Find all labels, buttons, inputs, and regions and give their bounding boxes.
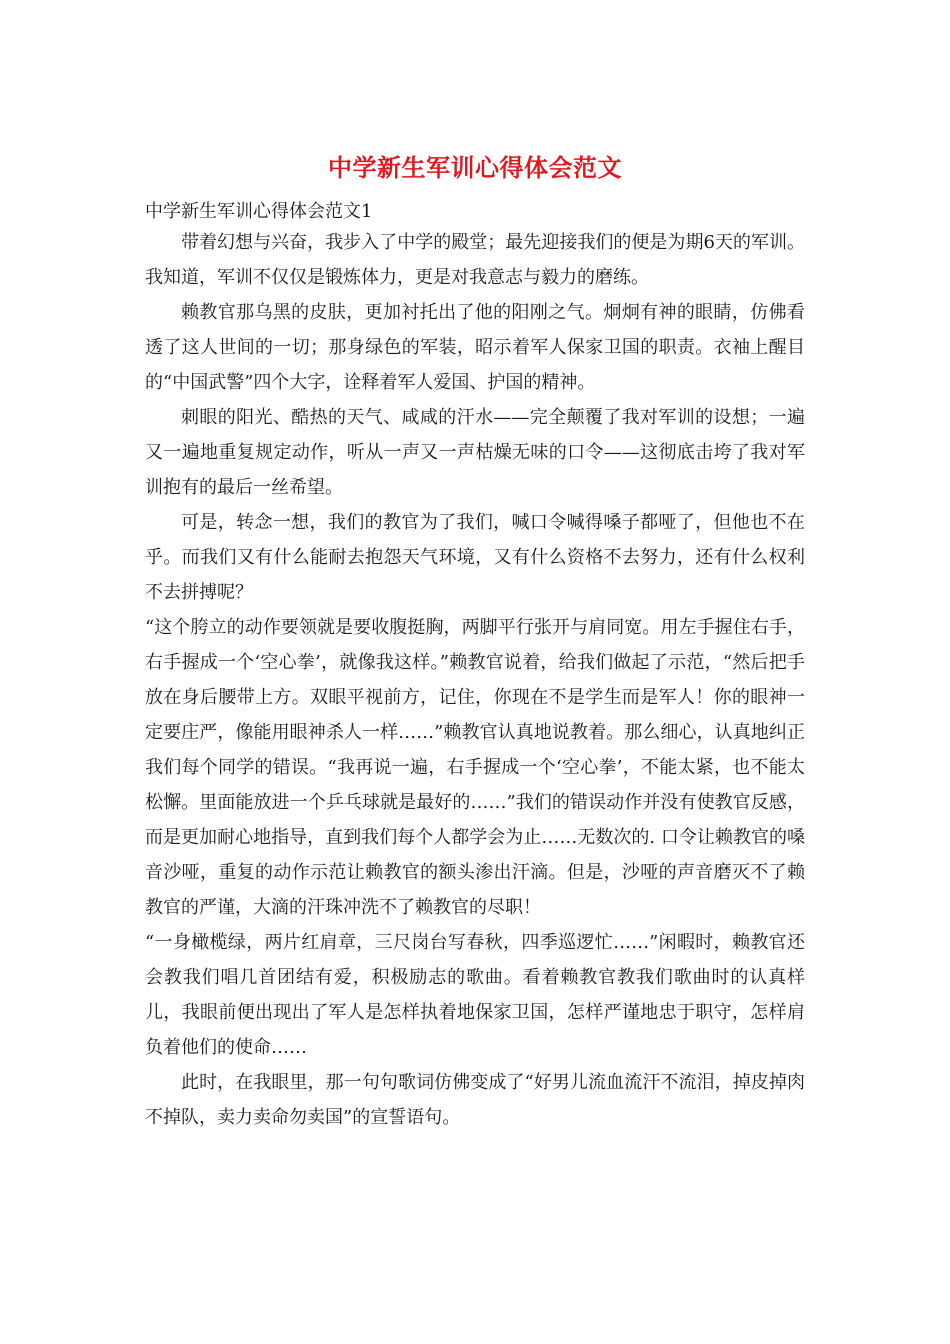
paragraph-3: 刺眼的阳光、酷热的天气、咸咸的汗水——完全颠覆了我对军训的设想；一遍又一遍地重复规定动作，听从一声又一声枯燥无味的口令——这彻底击垮了我对军训抱有的最后一丝希望。: [145, 407, 805, 498]
document-title: 中学新生军训心得体会范文: [328, 153, 622, 182]
paragraph-5: “这个胯立的动作要领就是要收腹挺胸，两脚平行张开与肩同宽。用左手握住右手，右手握成一个‘空心拳’，就像我这样。”赖教官说着，给我们做起了示范，“然后把手放在身后腰带上方。双眼平视前方，记住，你现在不是学生而是军人！你的眼神一定要庄严，像能用眼神杀人一样……”赖教官认真地说教着。那么细心，认真地纠正我们每个同学的错误。“我再说一遍，右手握成一个‘空心拳’，不能太紧，也不能太松懈。里面能放进一个乒乓球就是最好的……”我们的错误动作并没有使教官反感，而是更加耐心地指导，直到我们每个人都学会为止……无数次的. 口令让赖教官的嗓音沙哑，重复的动作示范让赖教官的额头渗出汗滴。但是，沙哑的声音磨灭不了赖教官的严谨，大滴的汗珠冲洗不了赖教官的尽职！: [145, 617, 805, 918]
paragraph-7: 此时，在我眼里，那一句句歌词仿佛变成了“好男儿流血流汗不流泪，掉皮掉肉不掉队，卖力卖命勿卖国”的宣誓语句。: [145, 1072, 805, 1128]
document-content: [145, 148, 805, 1135]
document-subtitle: 中学新生军训心得体会范文1: [145, 201, 373, 222]
paragraph-1: 带着幻想与兴奋，我步入了中学的殿堂；最先迎接我们的便是为期6天的军训。我知道，军训不仅仅是锻炼体力，更是对我意志与毅力的磨练。: [145, 232, 805, 288]
paragraph-2: 赖教官那乌黑的皮肤，更加衬托出了他的阳刚之气。炯炯有神的眼睛，仿佛看透了这人世间的一切；那身绿色的军装，昭示着军人保家卫国的职责。衣袖上醒目的“中国武警”四个大字，诠释着军人爱国、护国的精神。: [145, 302, 805, 393]
paragraph-6: “一身橄榄绿，两片红肩章，三尺岗台写春秋，四季巡逻忙……”闲暇时，赖教官还会教我们唱几首团结有爱，积极励志的歌曲。看着赖教官教我们歌曲时的认真样儿，我眼前便出现出了军人是怎样执着地保家卫国，怎样严谨地忠于职守，怎样肩负着他们的使命……: [145, 932, 805, 1058]
paragraph-4: 可是，转念一想，我们的教官为了我们，喊口令喊得嗓子都哑了，但他也不在乎。而我们又有什么能耐去抱怨天气环境，又有什么资格不去努力，还有什么权利不去拼搏呢？: [145, 512, 805, 603]
